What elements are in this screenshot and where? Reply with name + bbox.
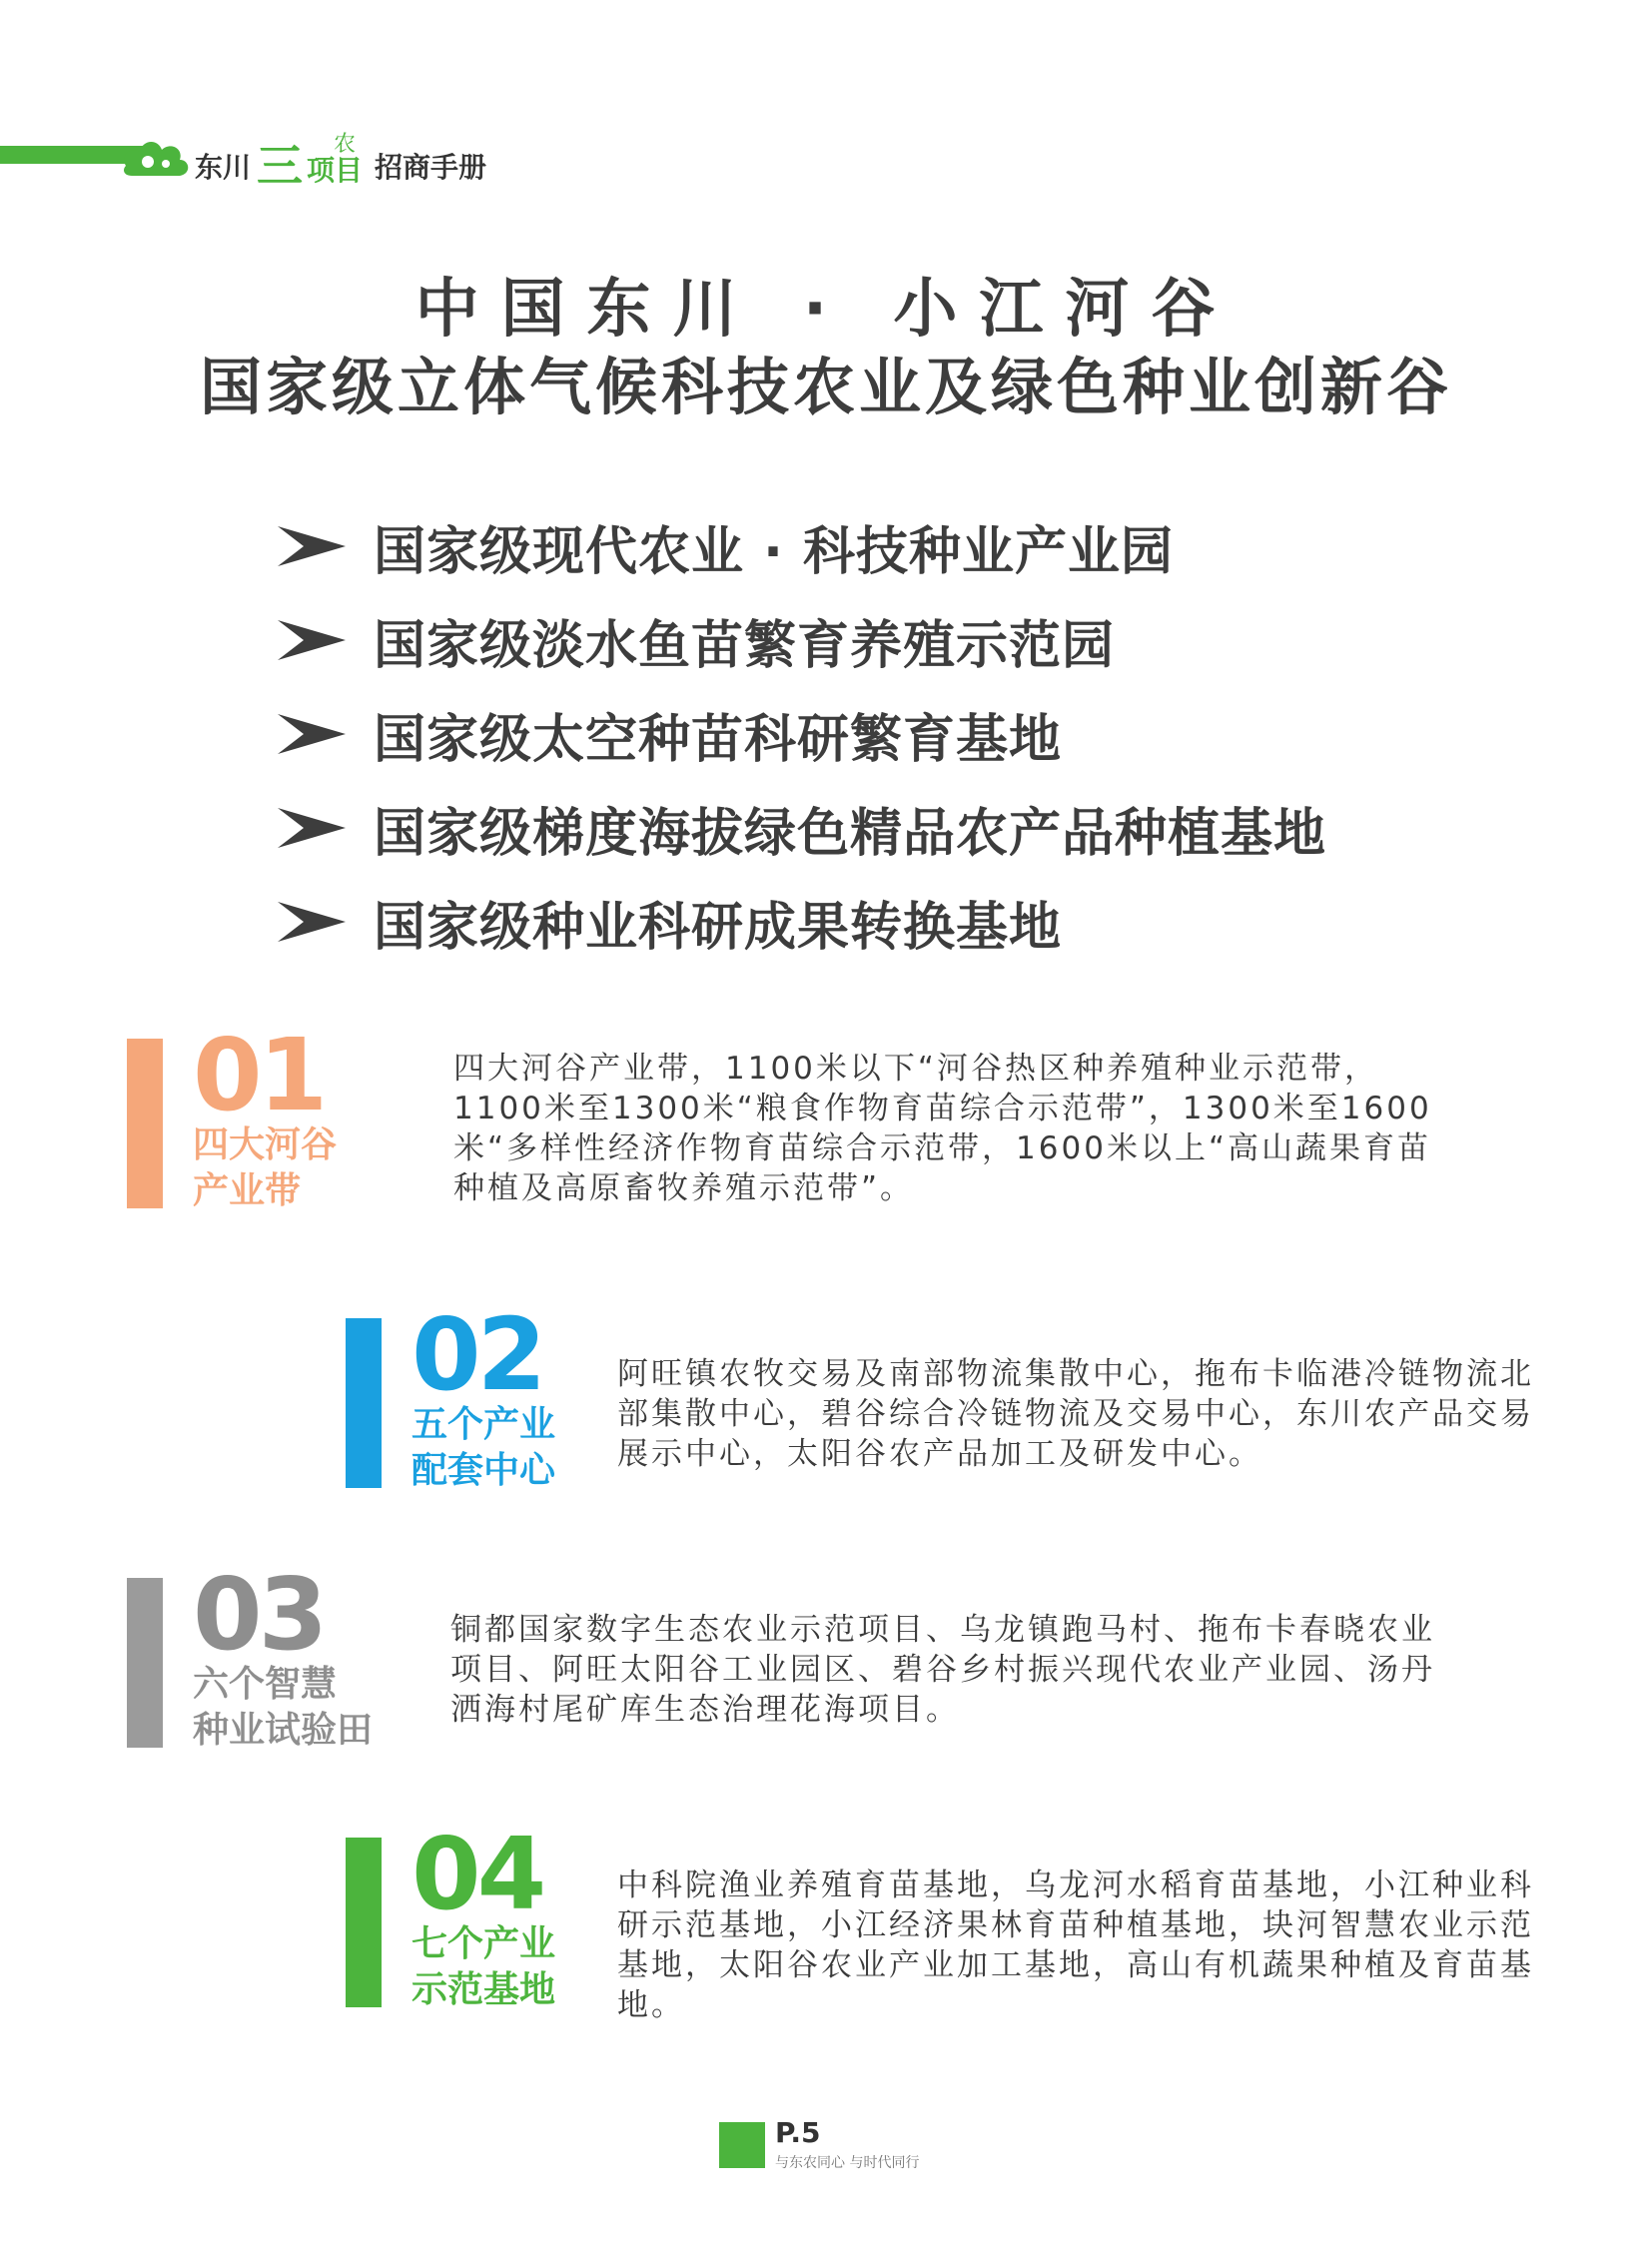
- section-label-line2: 产业带: [193, 1170, 302, 1211]
- feature-item: [278, 687, 1326, 781]
- section-accent-bar: [127, 1578, 163, 1748]
- header-title-zhaoshang: 招商手册: [375, 151, 487, 184]
- feature-item: [278, 593, 1326, 687]
- section-label: [412, 1402, 555, 1494]
- section-number: 03: [193, 1556, 325, 1673]
- section-label-line1: 四大河谷: [193, 1124, 338, 1165]
- arrow-bullet-icon: [278, 526, 346, 566]
- section-description: 四大河谷产业带，1100米以下“河谷热区种养殖种业示范带，1100米至1300米“粮食作物育苗综合示范带”，1300米至1600米“多样性经济作物育苗综合示范带，1600米以上“高山蔬果育苗种植及高原畜牧养殖示范带”。: [453, 1051, 1432, 1206]
- brochure-header: [0, 120, 559, 193]
- header-title-stack: [307, 134, 363, 186]
- section-accent-bar: [346, 1318, 382, 1488]
- feature-list: [278, 499, 1326, 969]
- header-title-xiangmu: 项目: [307, 154, 364, 187]
- section-number: 02: [412, 1296, 543, 1413]
- feature-item: [278, 499, 1326, 593]
- page-title-line2: 国家级立体气候科技农业及绿色种业创新谷: [199, 351, 1452, 423]
- section-label: [193, 1122, 337, 1214]
- section-number: 01: [193, 1017, 325, 1133]
- footer-slogan: 与东农同心 与时代同行: [775, 2155, 920, 2171]
- feature-item-text: 国家级淡水鱼苗繁育养殖示范园: [374, 615, 1116, 676]
- section-number: 04: [412, 1816, 543, 1932]
- feature-item: [278, 875, 1326, 969]
- header-title-san: 三: [257, 139, 304, 193]
- section-label-line2: 种业试验田: [193, 1710, 374, 1751]
- arrow-bullet-icon: [278, 714, 346, 754]
- section-label: [412, 1921, 555, 2013]
- section-description: 中科院渔业养殖育苗基地，乌龙河水稻育苗基地，小江种业科研示范基地，小江经济果林育苗种植基地，块河智慧农业示范基地，太阳谷农业产业加工基地，高山有机蔬果种植及育苗基地。: [617, 1868, 1534, 2023]
- arrow-bullet-icon: [278, 902, 346, 942]
- section-label-line2: 示范基地: [412, 1969, 556, 2010]
- section-accent-bar: [346, 1838, 382, 2007]
- auspicious-cloud-icon: [118, 126, 198, 186]
- section-label: [193, 1662, 373, 1754]
- section-accent-bar: [127, 1039, 163, 1208]
- feature-item-text: 国家级现代农业 · 科技种业产业园: [374, 521, 1174, 582]
- feature-item: [278, 781, 1326, 875]
- section-label-line1: 五个产业: [412, 1404, 556, 1445]
- feature-item-text: 国家级种业科研成果转换基地: [374, 897, 1063, 958]
- arrow-bullet-icon: [278, 808, 346, 848]
- footer-green-square: [719, 2122, 765, 2168]
- feature-item-text: 国家级太空种苗科研繁育基地: [374, 709, 1063, 770]
- page-title-line1: 中国东川 · 小江河谷: [414, 273, 1238, 347]
- section-label-line1: 六个智慧: [193, 1664, 338, 1705]
- header-title-dongchuan: 东川: [195, 151, 252, 184]
- arrow-bullet-icon: [278, 620, 346, 660]
- feature-item-text: 国家级梯度海拔绿色精品农产品种植基地: [374, 803, 1327, 864]
- section-label-line1: 七个产业: [412, 1923, 556, 1964]
- page-number: P.5: [775, 2116, 821, 2149]
- section-description: 铜都国家数字生态农业示范项目、乌龙镇跑马村、拖布卡春晓农业项目、阿旺太阳谷工业园区、碧谷乡村振兴现代农业产业园、汤丹洒海村尾矿库生态治理花海项目。: [450, 1612, 1435, 1728]
- header-title: [195, 132, 487, 193]
- section-description: 阿旺镇农牧交易及南部物流集散中心，拖布卡临港冷链物流北部集散中心，碧谷综合冷链物流及交易中心，东川农产品交易展示中心，太阳谷农产品加工及研发中心。: [617, 1356, 1534, 1472]
- section-label-line2: 配套中心: [412, 1450, 556, 1491]
- header-title-nong: 农: [334, 132, 357, 157]
